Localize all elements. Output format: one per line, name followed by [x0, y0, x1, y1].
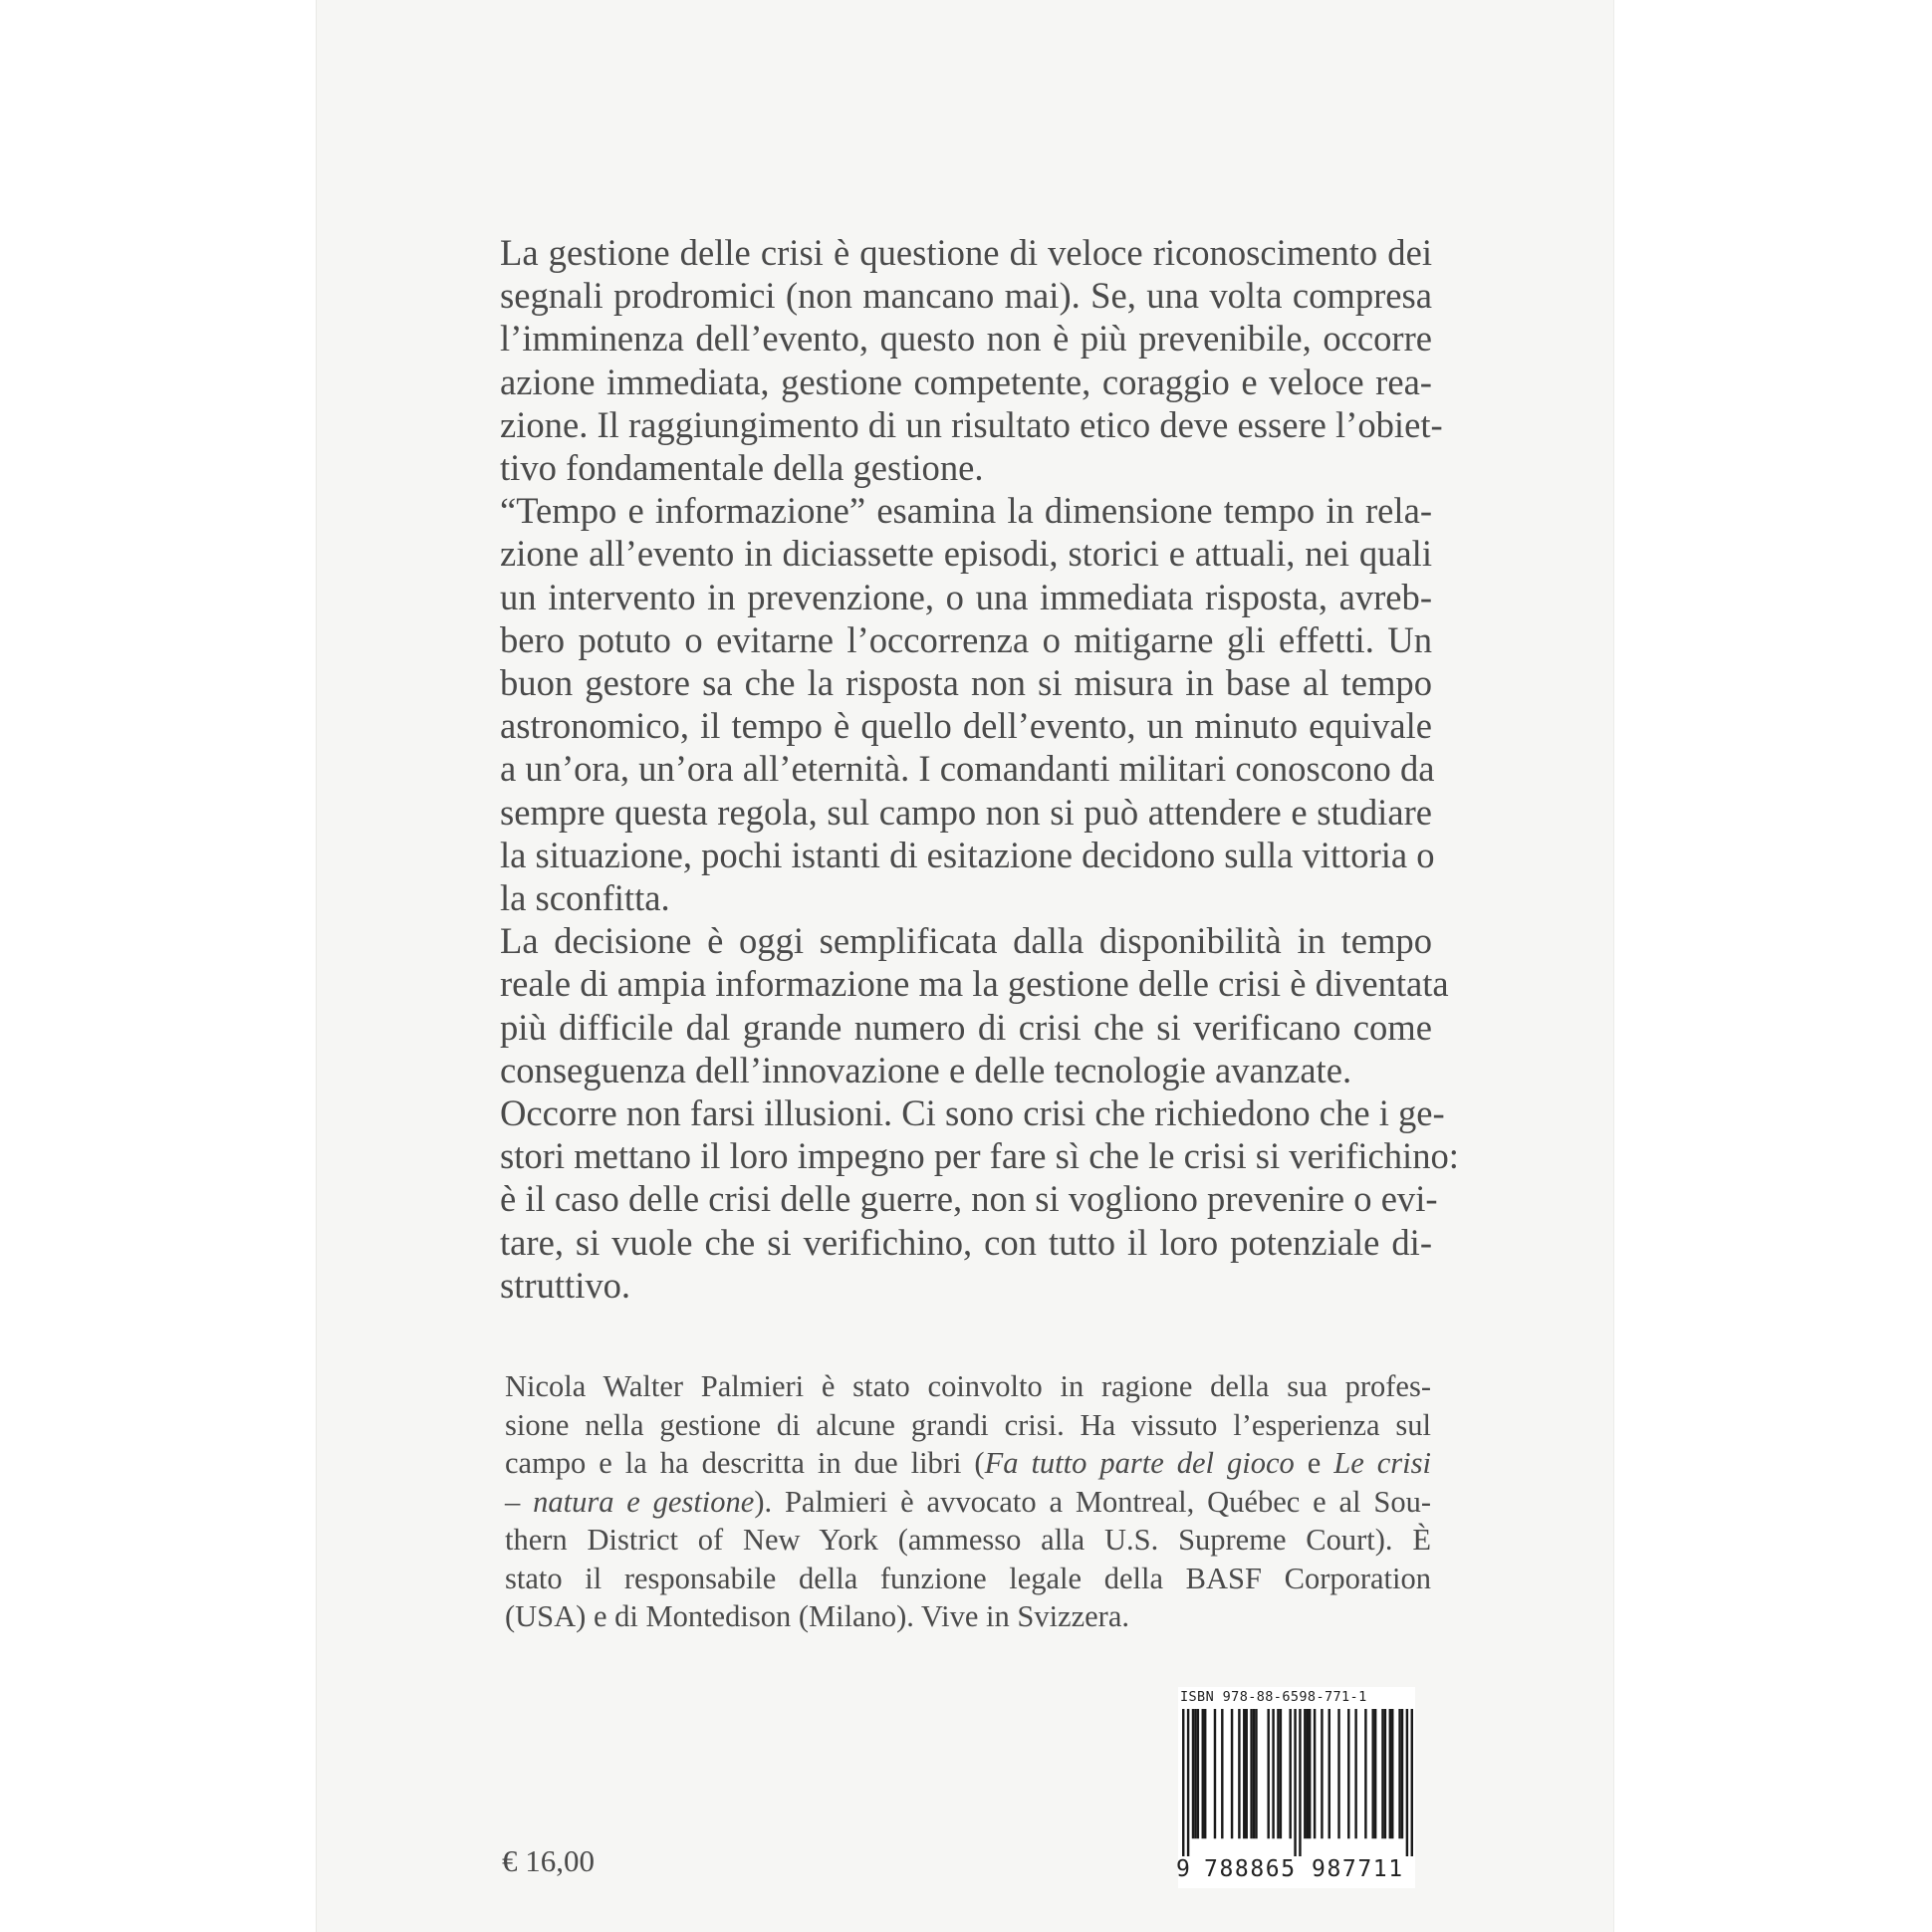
- barcode-bar: [1231, 1709, 1233, 1838]
- barcode-bar: [1401, 1709, 1403, 1838]
- book-title-1: Fa tutto parte del gioco: [984, 1446, 1295, 1480]
- barcode-guard-bar: [1182, 1709, 1184, 1856]
- barcode-bar: [1245, 1709, 1247, 1838]
- barcode-bar: [1202, 1709, 1204, 1838]
- blurb-line: l’imminenza dell’evento, questo non è più prevenibile, occorre: [500, 318, 1432, 360]
- barcode-bar: [1328, 1709, 1330, 1838]
- ean-first-digit: 9: [1176, 1856, 1190, 1882]
- barcode-bar: [1280, 1709, 1282, 1838]
- barcode-guard-bar: [1411, 1709, 1413, 1856]
- bio-line: stato il responsabile della funzione legale della BASF Corporation: [505, 1561, 1431, 1595]
- blurb-line: sempre questa regola, sul campo non si può attendere e studiare: [500, 791, 1432, 833]
- barcode-bar: [1384, 1709, 1386, 1838]
- blurb-text: [500, 231, 1459, 1307]
- barcode-bar: [1389, 1709, 1391, 1838]
- barcode-bar: [1364, 1709, 1366, 1838]
- blurb-line: più difficile dal grande numero di crisi che si verificano come: [500, 1006, 1432, 1048]
- price: € 16,00: [502, 1843, 595, 1878]
- blurb-line: bero potuto o evitarne l’occorrenza o mitigarne gli effetti. Un: [500, 618, 1432, 660]
- bio-line: Nicola Walter Palmieri è stato coinvolto in ragione della sua profes-: [505, 1369, 1431, 1403]
- barcode-bars: [1182, 1709, 1413, 1856]
- blurb-line: tare, si vuole che si verifichino, con tutto il loro potenziale di-: [500, 1221, 1432, 1263]
- blurb-line: è il caso delle crisi delle guerre, non si vogliono prevenire o evi-: [500, 1178, 1438, 1220]
- blurb-line: astronomico, il tempo è quello dell’evento, un minuto equivale: [500, 705, 1432, 747]
- bio-line: thern District of New York (ammesso alla U.S. Supreme Court). È: [505, 1523, 1431, 1557]
- barcode-bar: [1238, 1709, 1240, 1838]
- blurb-line: struttivo.: [500, 1264, 631, 1306]
- barcode-bar: [1267, 1709, 1269, 1838]
- barcode-bar: [1255, 1709, 1257, 1838]
- blurb-line: un intervento in prevenzione, o una immediata risposta, avreb-: [500, 576, 1432, 617]
- barcode-bar: [1321, 1709, 1323, 1838]
- bio-text: ). Palmieri è avvocato a Montreal, Québec e al Sou-: [754, 1484, 1431, 1519]
- barcode-guard-bar: [1406, 1709, 1408, 1856]
- barcode-bar: [1277, 1709, 1279, 1838]
- blurb-line: buon gestore sa che la risposta non si misura in base al tempo: [500, 662, 1432, 704]
- barcode-bar: [1243, 1709, 1245, 1838]
- barcode-bar: [1272, 1709, 1274, 1838]
- barcode-bar: [1347, 1709, 1349, 1838]
- ean-left-group: 788865: [1204, 1856, 1297, 1882]
- barcode-bar: [1304, 1709, 1306, 1838]
- ean-digits: [1178, 1856, 1415, 1886]
- barcode-bar: [1289, 1709, 1291, 1838]
- bio-line: [505, 1444, 1431, 1483]
- barcode-bar: [1374, 1709, 1376, 1838]
- book-title-2-part2: – natura e gestione: [505, 1484, 755, 1519]
- isbn-barcode: [1178, 1687, 1415, 1888]
- bio-text: campo e la ha descritta in due libri (: [505, 1446, 985, 1480]
- author-bio: [505, 1367, 1431, 1636]
- blurb-line: azione immediata, gestione competente, coraggio e veloce rea-: [500, 361, 1432, 402]
- blurb-line: a un’ora, un’ora all’eternità. I comandanti militari conoscono da: [500, 748, 1435, 790]
- barcode-bar: [1314, 1709, 1316, 1838]
- barcode-bar: [1194, 1709, 1196, 1838]
- barcode-guard-bar: [1294, 1709, 1296, 1856]
- barcode-guard-bar: [1299, 1709, 1301, 1856]
- barcode-bar: [1197, 1709, 1199, 1838]
- blurb-line: la situazione, pochi istanti di esitazione decidono sulla vittoria o: [500, 834, 1435, 875]
- blurb-line: tivo fondamentale della gestione.: [500, 447, 984, 489]
- barcode-bar: [1398, 1709, 1400, 1838]
- barcode-bar: [1221, 1709, 1223, 1838]
- blurb-line: conseguenza dell’innovazione e delle tecnologie avanzate.: [500, 1049, 1352, 1090]
- barcode-bar: [1391, 1709, 1393, 1838]
- blurb-line: stori mettano il loro impegno per fare sì che le crisi si verifichino:: [500, 1135, 1459, 1177]
- bio-line: (USA) e di Montedison (Milano). Vive in Svizzera.: [505, 1599, 1129, 1633]
- blurb-line: Occorre non farsi illusioni. Ci sono crisi che richiedono che i ge-: [500, 1092, 1445, 1134]
- blurb-line: La gestione delle crisi è questione di veloce riconoscimento dei: [500, 232, 1432, 273]
- barcode-bar: [1337, 1709, 1339, 1838]
- barcode-bar: [1381, 1709, 1383, 1838]
- isbn-label: ISBN 978-88-6598-771-1: [1180, 1689, 1367, 1705]
- bio-line: [505, 1483, 1431, 1522]
- barcode-bar: [1214, 1709, 1216, 1838]
- bio-text: e: [1294, 1446, 1334, 1480]
- barcode-bar: [1371, 1709, 1373, 1838]
- blurb-line: reale di ampia informazione ma la gestione delle crisi è diventata: [500, 963, 1449, 1005]
- barcode-bar: [1204, 1709, 1206, 1838]
- barcode-bar: [1354, 1709, 1356, 1838]
- blurb-line: zione. Il raggiungimento di un risultato etico deve essere l’obiet-: [500, 403, 1443, 445]
- blurb-line: “Tempo e informazione” esamina la dimensione tempo in rela-: [500, 490, 1432, 532]
- barcode-guard-bar: [1187, 1709, 1189, 1856]
- barcode-bar: [1250, 1709, 1252, 1838]
- ean-right-group: 987711: [1312, 1856, 1404, 1882]
- barcode-bar: [1307, 1709, 1309, 1838]
- barcode-bar: [1253, 1709, 1255, 1838]
- blurb-line: zione all’evento in diciassette episodi, storici e attuali, nei quali: [500, 533, 1432, 575]
- blurb-line: la sconfitta.: [500, 877, 670, 919]
- barcode-bar: [1309, 1709, 1311, 1838]
- barcode-bar: [1192, 1709, 1194, 1838]
- blurb-line: segnali prodromici (non mancano mai). Se, una volta compresa: [500, 275, 1432, 317]
- blurb-line: La decisione è oggi semplificata dalla disponibilità in tempo: [500, 920, 1432, 962]
- book-title-2-part1: Le crisi: [1333, 1446, 1431, 1480]
- bio-line: sione nella gestione di alcune grandi crisi. Ha vissuto l’esperienza sul: [505, 1407, 1431, 1442]
